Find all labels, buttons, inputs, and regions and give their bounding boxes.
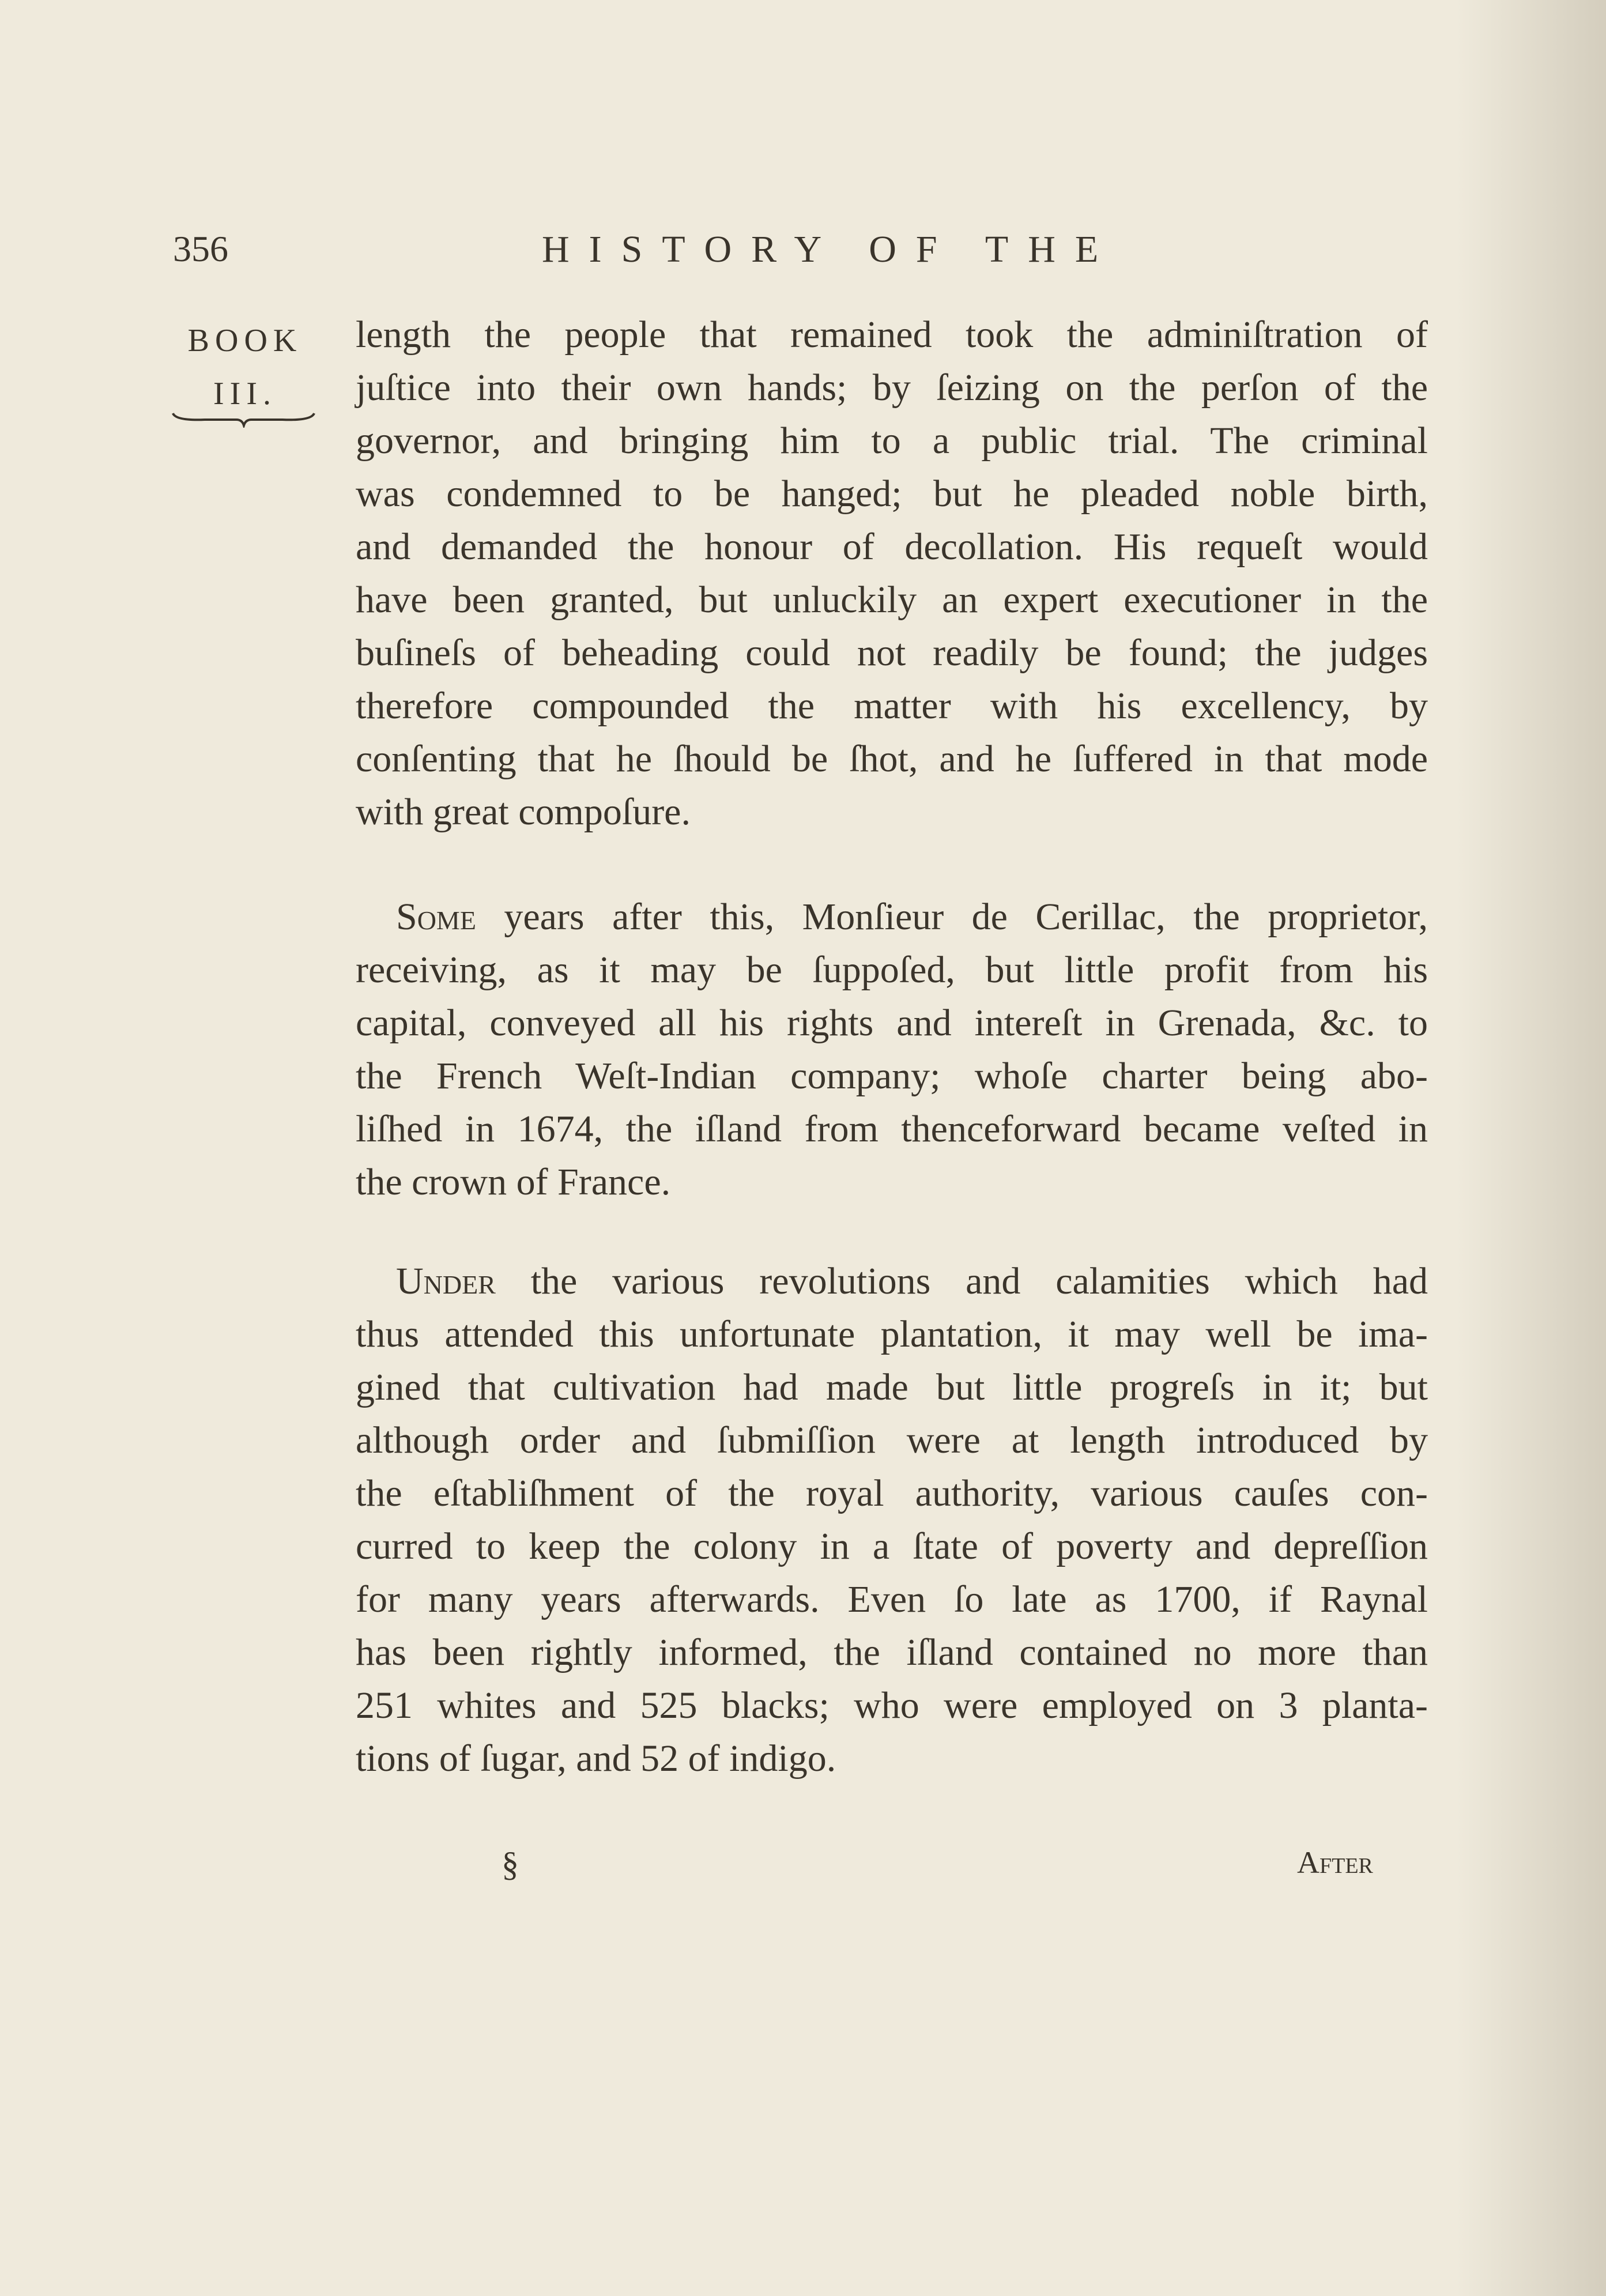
line-text: juſtice into their own hands; by ſeizing on the perſon of the [356, 367, 1428, 409]
line-text: was condemned to be hanged; but he pleaded noble birth, [356, 473, 1428, 515]
text-line [356, 1679, 1428, 1732]
text-line [356, 786, 1428, 839]
text-line [356, 1626, 1428, 1679]
line-text: and demanded the honour of decollation. His requeſt would [356, 526, 1428, 568]
text-line [356, 1520, 1428, 1573]
line-text: receiving, as it may be ſuppoſed, but little profit from his [356, 949, 1428, 991]
signature-mark: § [502, 1845, 519, 1883]
text-line [356, 891, 1428, 944]
line-text: conſenting that he ſhould be ſhot, and he ſuffered in that mode [356, 738, 1428, 780]
text-line [356, 1467, 1428, 1520]
text-line [356, 574, 1428, 627]
text-line [356, 1156, 1428, 1209]
line-text: capital, conveyed all his rights and intereſt in Grenada, &c. to [356, 1002, 1428, 1044]
paragraph-lead: Under [396, 1260, 496, 1302]
text-line [356, 521, 1428, 574]
text-line [356, 1103, 1428, 1156]
line-text: 251 whites and 525 blacks; who were employed on 3 planta- [356, 1684, 1428, 1726]
text-line [356, 414, 1428, 468]
side-note-book: BOOK [187, 323, 303, 359]
text-line [356, 1573, 1428, 1626]
side-note-number: III. [213, 376, 277, 412]
brace-ornament [170, 410, 317, 428]
line-text: governor, and bringing him to a public trial. The criminal [356, 420, 1428, 462]
catchword: After [1297, 1845, 1373, 1880]
text-line [356, 1255, 1428, 1308]
text-line [356, 733, 1428, 786]
text-line [356, 627, 1428, 680]
line-text: curred to keep the colony in a ſtate of poverty and depreſſion [356, 1525, 1428, 1567]
line-text: the crown of France. [356, 1161, 671, 1203]
line-text: gined that cultivation had made but little progreſs in it; but [356, 1366, 1428, 1408]
text-line [356, 308, 1428, 361]
text-line [356, 1308, 1428, 1361]
running-title: HISTORY OF THE [542, 228, 1118, 270]
text-line [356, 361, 1428, 414]
line-text: years after this, Monſieur de Cerillac, the proprietor, [476, 896, 1428, 938]
side-note [173, 314, 317, 420]
line-text: tions of ſugar, and 52 of indigo. [356, 1737, 836, 1780]
line-text: has been rightly informed, the iſland contained no more than [356, 1631, 1428, 1673]
line-text: have been granted, but unluckily an expert executioner in the [356, 579, 1428, 621]
text-line [356, 944, 1428, 997]
line-text: the various revolutions and calamities which had [495, 1260, 1428, 1302]
text-line [356, 1732, 1428, 1785]
text-line [356, 1414, 1428, 1467]
line-text: buſineſs of beheading could not readily be found; the judges [356, 632, 1428, 674]
line-text: with great compoſure. [356, 791, 691, 833]
line-text: length the people that remained took the adminiſtration of [356, 314, 1428, 356]
line-text: for many years afterwards. Even ſo late as 1700, if Raynal [356, 1578, 1428, 1620]
line-text: the French Weſt-Indian company; whoſe charter being abo- [356, 1055, 1428, 1097]
paragraph-3 [356, 1255, 1428, 1785]
text-line [356, 680, 1428, 733]
text-line [356, 997, 1428, 1050]
line-text: therefore compounded the matter with his excellency, by [356, 685, 1428, 727]
line-text: although order and ſubmiſſion were at length introduced by [356, 1419, 1428, 1461]
text-line [356, 1050, 1428, 1103]
paragraph-1 [356, 308, 1428, 839]
page-edge-shadow [1456, 0, 1606, 2296]
line-text: the eſtabliſhment of the royal authority, various cauſes con- [356, 1472, 1428, 1514]
line-text: thus attended this unfortunate plantation, it may well be ima- [356, 1313, 1428, 1355]
page-number: 356 [173, 228, 228, 269]
text-line [356, 1361, 1428, 1414]
text-line [356, 468, 1428, 521]
line-text: liſhed in 1674, the iſland from thenceforward became veſted in [356, 1108, 1428, 1150]
paragraph-lead: Some [396, 896, 476, 938]
paragraph-2 [356, 891, 1428, 1209]
